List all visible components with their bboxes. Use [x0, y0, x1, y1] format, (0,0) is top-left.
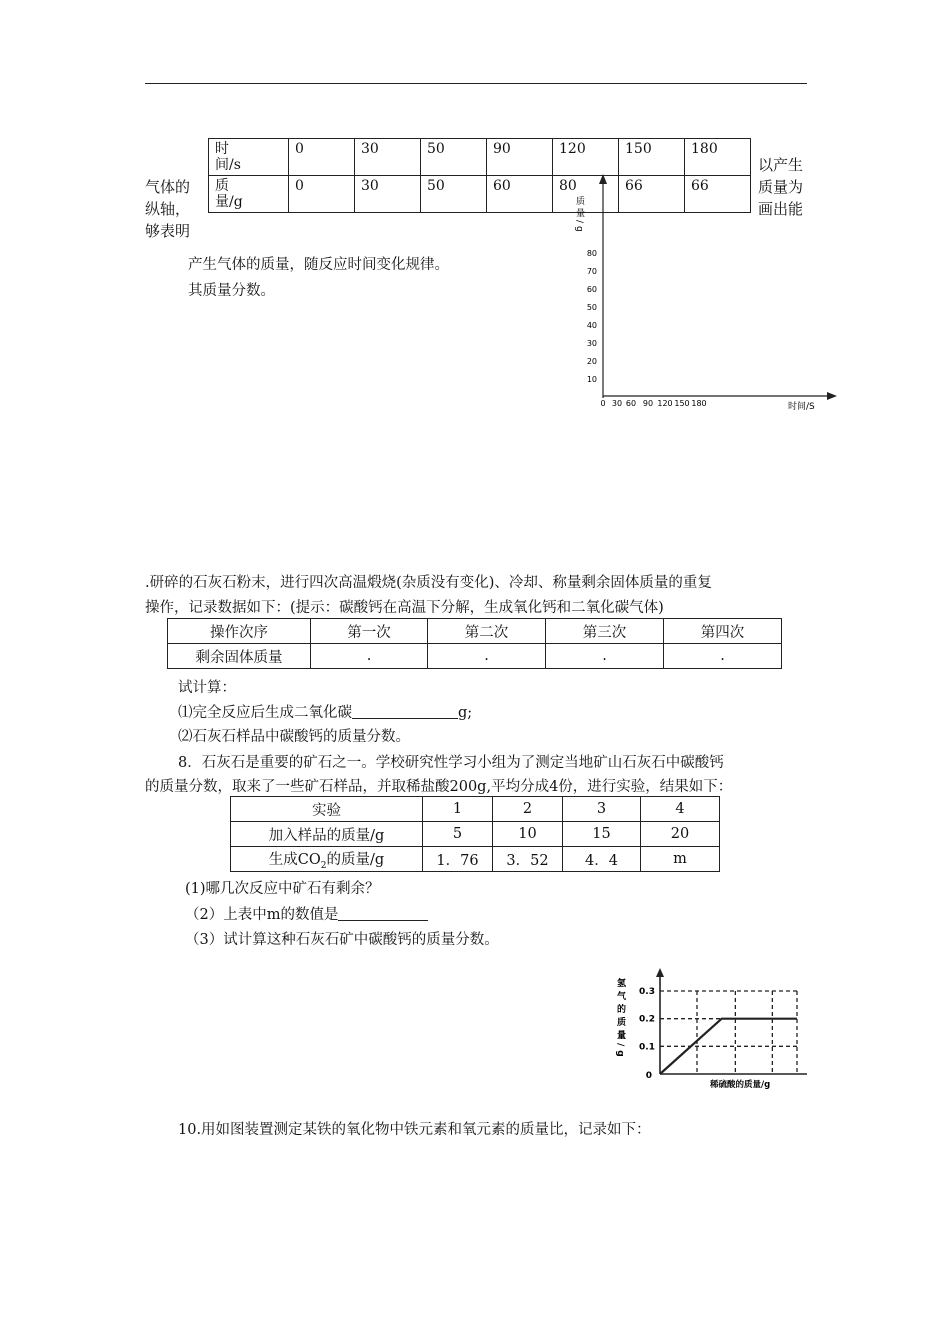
table-cell: 3．52: [493, 847, 563, 872]
table-cell: 66: [685, 176, 751, 213]
q8-intro: 的质量分数，取来了一些矿石样品，并取稀盐酸200g,平均分成4份，进行实验，结果如下：: [145, 779, 733, 795]
header-rule: [145, 83, 807, 84]
table-header: 第一次: [311, 619, 428, 644]
table-cell: 30: [355, 176, 421, 213]
table-cell: 5: [423, 822, 493, 847]
experiment-table: [230, 796, 720, 872]
y-tick-label: 70: [586, 267, 597, 276]
paragraph: 产生气体的质量，随反应时间变化规律。: [188, 257, 449, 273]
hydrogen-chart: [615, 966, 815, 1091]
table-row: [231, 797, 720, 822]
table-header: 第二次: [428, 619, 546, 644]
table-cell: 20: [641, 822, 720, 847]
x-tick-label: 90: [642, 399, 654, 408]
y-tick-label: 20: [586, 357, 597, 366]
q8-s2: （2）上表中m的数值是: [185, 903, 428, 924]
table-cell: m: [641, 847, 720, 872]
table-cell: .: [546, 644, 664, 669]
x-tick-label: 180: [691, 399, 707, 408]
table-header: 操作次序: [168, 619, 311, 644]
table-cell: 60: [487, 176, 553, 213]
y-tick-label: 80: [586, 249, 597, 258]
row-label: 生成$CO_2$的质量/g: [231, 847, 423, 872]
paragraph: 其质量分数。: [188, 283, 275, 299]
side-text-right: 以产生 质量为 画出能: [758, 156, 804, 218]
row-label: 剩余固体质量: [168, 644, 311, 669]
y-tick-label: 0.3: [639, 987, 655, 997]
table-cell: 120: [553, 139, 619, 176]
y-tick-label: 30: [586, 339, 597, 348]
y-tick-label: 0: [645, 1071, 652, 1081]
table-row: [168, 644, 782, 669]
table-header: 3: [563, 797, 641, 822]
table-cell: 66: [619, 176, 685, 213]
calcination-table: [167, 618, 782, 669]
q8-s1: (1)哪几次反应中矿石有剩余？: [185, 881, 380, 897]
table-cell: 4．4: [563, 847, 641, 872]
table-header: 4: [641, 797, 720, 822]
answer-blank[interactable]: [338, 906, 428, 921]
table-cell: 80: [553, 176, 619, 213]
x-axis-label: 时间/S: [788, 402, 815, 412]
y-tick-label: 0.1: [639, 1042, 655, 1053]
q8-s3: （3）试计算这种石灰石矿中碳酸钙的质量分数。: [185, 932, 499, 948]
table-header: 1: [423, 797, 493, 822]
y-tick-label: 10: [586, 375, 597, 384]
q7-calc: 试计算：: [178, 680, 236, 696]
table-cell: 30: [355, 139, 421, 176]
x-tick-label: 60: [625, 399, 637, 408]
x-axis-label: 稀硫酸的质量/g: [710, 1080, 771, 1090]
table-cell: 150: [619, 139, 685, 176]
table-cell: 180: [685, 139, 751, 176]
table-cell: 10: [493, 822, 563, 847]
q7-intro: 操作，记录数据如下：(提示：碳酸钙在高温下分解，生成氧化钙和二氧化碳气体): [145, 600, 664, 616]
y-axis-arrow: [656, 968, 664, 977]
table-cell: 1．76: [423, 847, 493, 872]
q7-intro: .研碎的石灰石粉末，进行四次高温煅烧(杂质没有变化)、冷却、称量剩余固体质量的重复: [145, 575, 712, 591]
table-row: [168, 619, 782, 644]
table-cell: .: [311, 644, 428, 669]
x-tick-label: 150: [674, 399, 690, 408]
y-tick-label: 50: [586, 303, 597, 312]
x-axis-arrow: [827, 392, 837, 400]
y-tick-label: 40: [586, 321, 597, 330]
y-tick-label: 0.2: [639, 1014, 655, 1025]
table-header: 第四次: [664, 619, 782, 644]
table-cell: 0: [289, 176, 355, 213]
table-cell: 50: [421, 176, 487, 213]
table-header: 第三次: [546, 619, 664, 644]
table-cell: 15: [563, 822, 641, 847]
y-axis-arrow: [599, 174, 607, 184]
table-cell: 0: [289, 139, 355, 176]
table-row: [231, 822, 720, 847]
x-tick-label: 30: [611, 399, 623, 408]
x-tick-label: 120: [657, 399, 673, 408]
table-cell: 90: [487, 139, 553, 176]
time-mass-chart: [565, 170, 845, 420]
q8-intro: 8．石灰石是重要的矿石之一。学校研究性学习小组为了测定当地矿山石灰石中碳酸钙: [178, 755, 724, 771]
q7-sub2: ⑵石灰石样品中碳酸钙的质量分数。: [178, 729, 410, 745]
x-tick-label: 0: [600, 399, 606, 408]
table-header: 实验: [231, 797, 423, 822]
q10-text: 10.用如图装置测定某铁的氧化物中铁元素和氧元素的质量比，记录如下：: [178, 1122, 651, 1138]
row-label: 质 量/g: [209, 176, 289, 213]
row-label: 加入样品的质量/g: [231, 822, 423, 847]
answer-blank[interactable]: [352, 704, 458, 719]
table-row: [231, 847, 720, 872]
y-axis-label: 质量/g: [574, 196, 584, 235]
y-axis-label: 氢气的质量/g: [615, 978, 625, 1061]
q7-sub1: ⑴完全反应后生成二氧化碳 g;: [178, 705, 473, 721]
table-cell: .: [664, 644, 782, 669]
side-text-left: 气体的 纵轴， 够表明: [145, 178, 191, 240]
table-cell: .: [428, 644, 546, 669]
series-line: [660, 1019, 797, 1074]
y-tick-label: 60: [586, 285, 597, 294]
table-cell: 50: [421, 139, 487, 176]
row-label: 时 间/s: [209, 139, 289, 176]
table-header: 2: [493, 797, 563, 822]
